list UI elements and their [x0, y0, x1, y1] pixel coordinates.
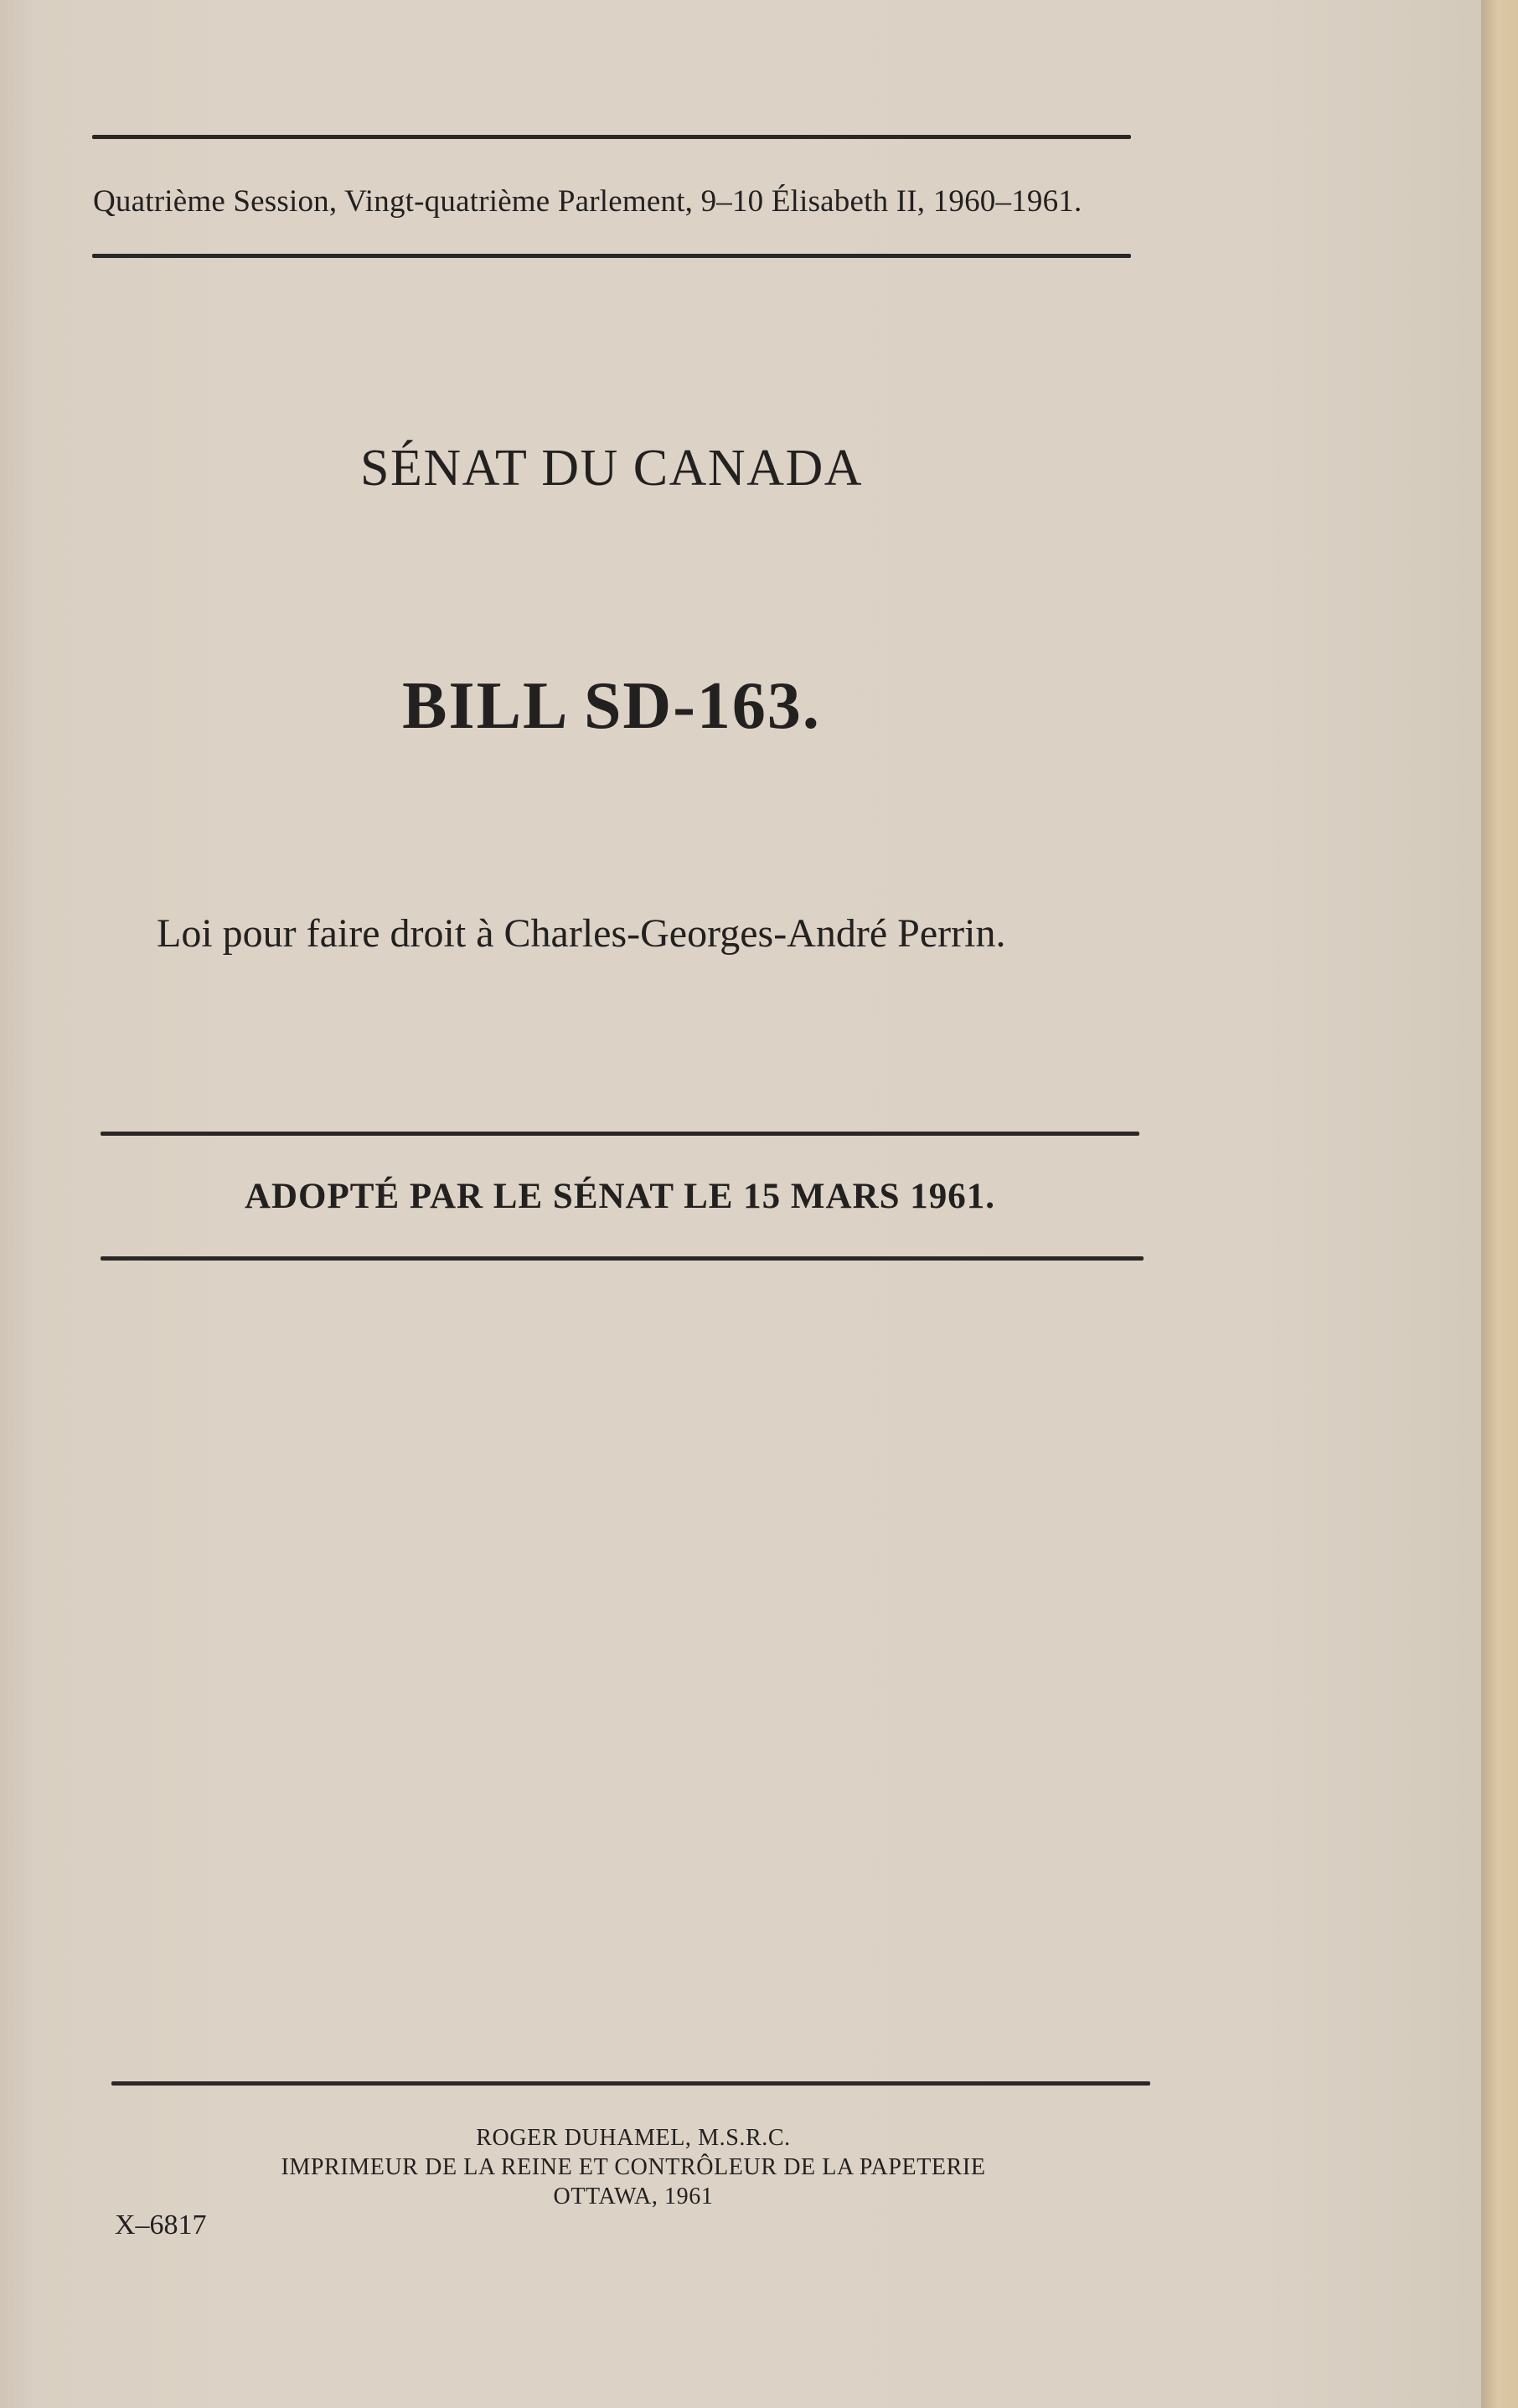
- adopted-bottom-rule: [101, 1256, 1144, 1261]
- top-rule: [92, 135, 1131, 139]
- session-line: Quatrième Session, Vingt-quatrième Parlement, 9–10 Élisabeth II, 1960–1961.: [93, 184, 1082, 219]
- printer-title: IMPRIMEUR DE LA REINE ET CONTRÔLEUR DE LA PAPETERIE: [281, 2154, 986, 2180]
- page-edge: [1481, 0, 1518, 2408]
- document-number: X–6817: [115, 2209, 207, 2240]
- printer-rule: [111, 2081, 1150, 2086]
- adopted-top-rule: [101, 1132, 1139, 1136]
- printer-name: ROGER DUHAMEL, M.S.R.C.: [476, 2125, 791, 2151]
- bill-title: BILL SD-163.: [402, 669, 821, 743]
- printer-city: OTTAWA, 1961: [553, 2184, 714, 2209]
- adopted-line: ADOPTÉ PAR LE SÉNAT LE 15 MARS 1961.: [244, 1177, 996, 1216]
- bill-subject: Loi pour faire droit à Charles-Georges-André Perrin.: [157, 911, 1006, 956]
- session-rule: [92, 254, 1131, 258]
- senate-title: SÉNAT DU CANADA: [359, 440, 864, 497]
